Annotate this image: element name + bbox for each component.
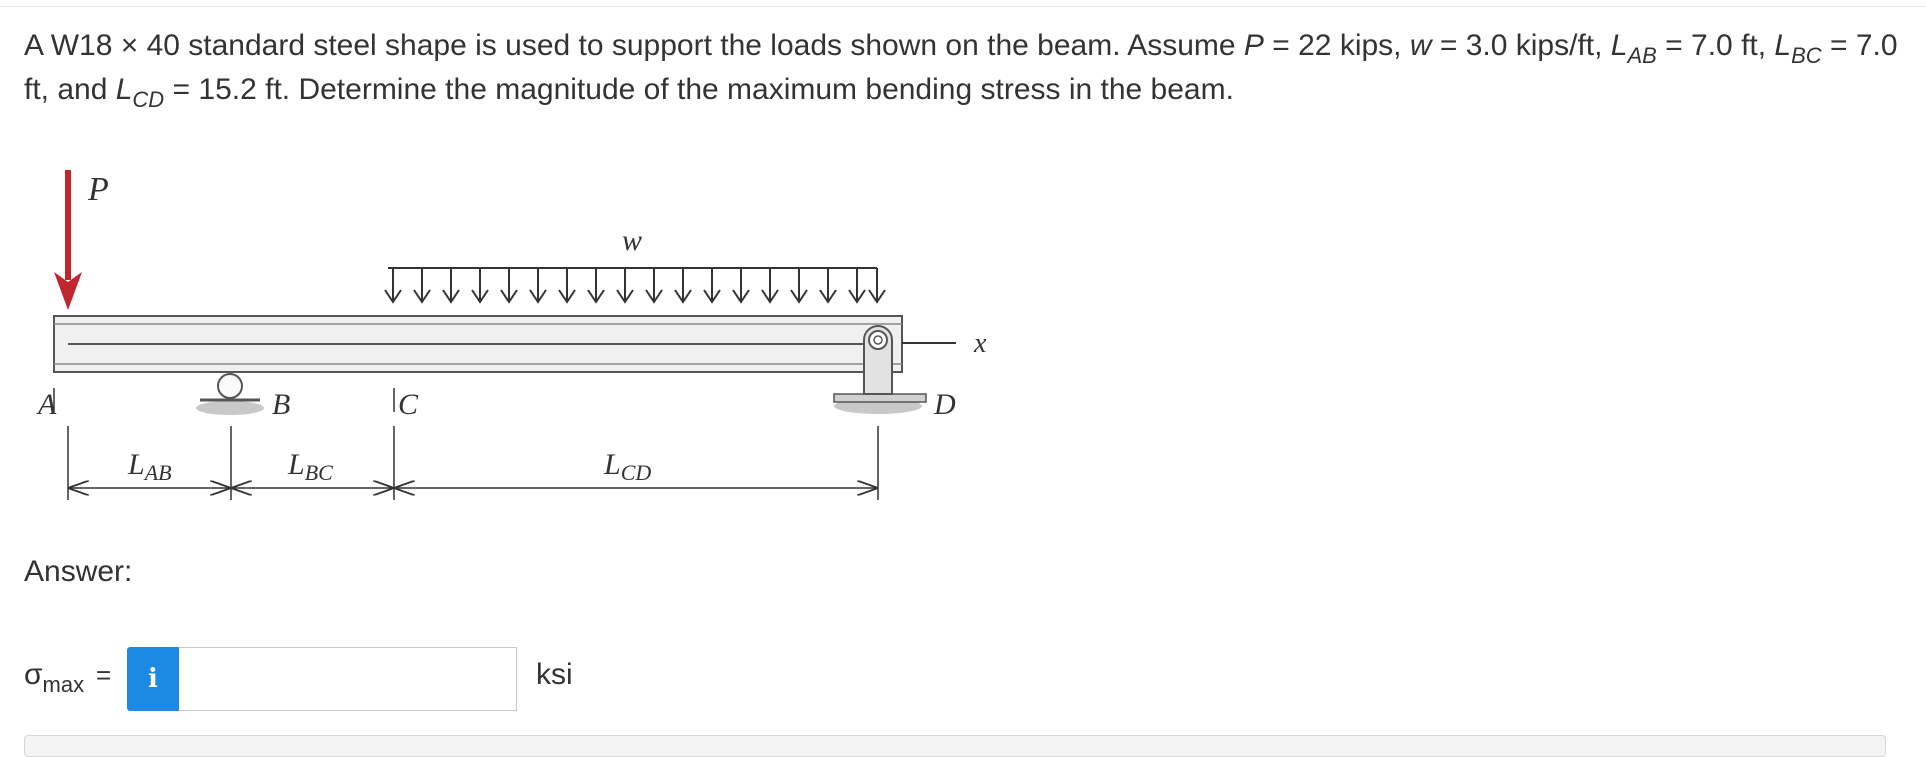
top-divider [0, 0, 1926, 7]
answer-label: Answer: [24, 555, 133, 588]
point-load-arrow [54, 170, 82, 310]
dim-label-cd: $L_{CD}$ [604, 448, 652, 485]
beam [54, 316, 902, 372]
label-p: P [88, 171, 109, 208]
info-icon[interactable]: i [127, 647, 179, 711]
label-b: B [272, 388, 291, 421]
beam-diagram [0, 150, 1000, 520]
sigma-max-label: $\sigma_{max}$ [24, 658, 85, 697]
dimension-lines [68, 426, 878, 500]
question-text: A W18 × 40 standard steel shape is used to support the loads shown on the beam. Assume P = 22 kips, w = 3.0 kips/ft, $L_{AB} = 7.0$ ft, $L_{BC} = 7.0$ ft, and $L_{CD} = 15.2$ ft. Determine the magnitude of the maximum bending stress in the beam. [24, 29, 1898, 112]
unit-label: ksi [536, 658, 573, 691]
dim-label-bc: $L_{BC}$ [288, 448, 333, 485]
answer-input[interactable] [179, 647, 517, 711]
label-d: D [934, 388, 956, 421]
label-x: x [974, 328, 987, 359]
label-c: C [398, 388, 419, 421]
distributed-load [385, 268, 885, 302]
roller-support-b [196, 374, 264, 415]
equals-sign: = [96, 660, 112, 690]
dim-label-ab: $L_{AB}$ [128, 448, 172, 485]
label-a: A [38, 388, 57, 421]
bottom-panel-edge [24, 735, 1886, 757]
label-w: w [622, 224, 643, 257]
